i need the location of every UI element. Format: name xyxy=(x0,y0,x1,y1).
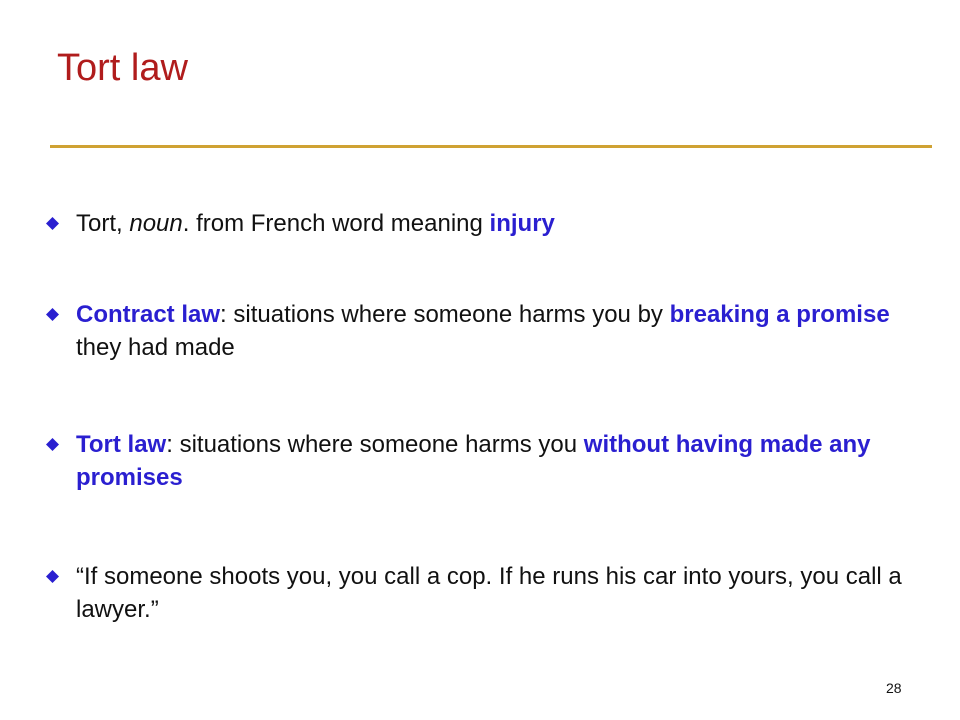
bullet-segment: “If someone shoots you, you call a cop. If he runs his car into yours, you call a lawyer.” xyxy=(76,563,902,623)
slide-title: Tort law xyxy=(57,47,188,89)
bullet-text xyxy=(76,560,906,626)
bullet-segment: they had made xyxy=(76,334,235,361)
diamond-bullet-icon xyxy=(46,217,59,230)
bullet-text xyxy=(76,207,906,240)
diamond-bullet-icon xyxy=(46,438,59,451)
bullet-text xyxy=(76,298,906,364)
bullet-segment-highlight: Contract law xyxy=(76,301,221,328)
bullet-segment: . from French word meaning xyxy=(182,210,490,237)
title-divider xyxy=(50,145,932,148)
diamond-bullet-icon xyxy=(46,570,59,583)
bullet-segment: : situations where someone harms you xyxy=(166,431,584,458)
bullet-segment-highlight: injury xyxy=(489,210,555,237)
bullet-segment-highlight: breaking a promise xyxy=(669,301,890,328)
page-number: 28 xyxy=(886,680,902,696)
bullet-segment-italic: noun xyxy=(129,210,183,237)
bullet-segment-highlight: without having made any promises xyxy=(76,431,871,491)
bullet-segment: Tort, xyxy=(76,210,130,237)
diamond-bullet-icon xyxy=(46,308,59,321)
bullet-text xyxy=(76,428,906,494)
bullet-segment: : situations where someone harms you by xyxy=(220,301,670,328)
bullet-segment-highlight: Tort law xyxy=(76,431,167,458)
